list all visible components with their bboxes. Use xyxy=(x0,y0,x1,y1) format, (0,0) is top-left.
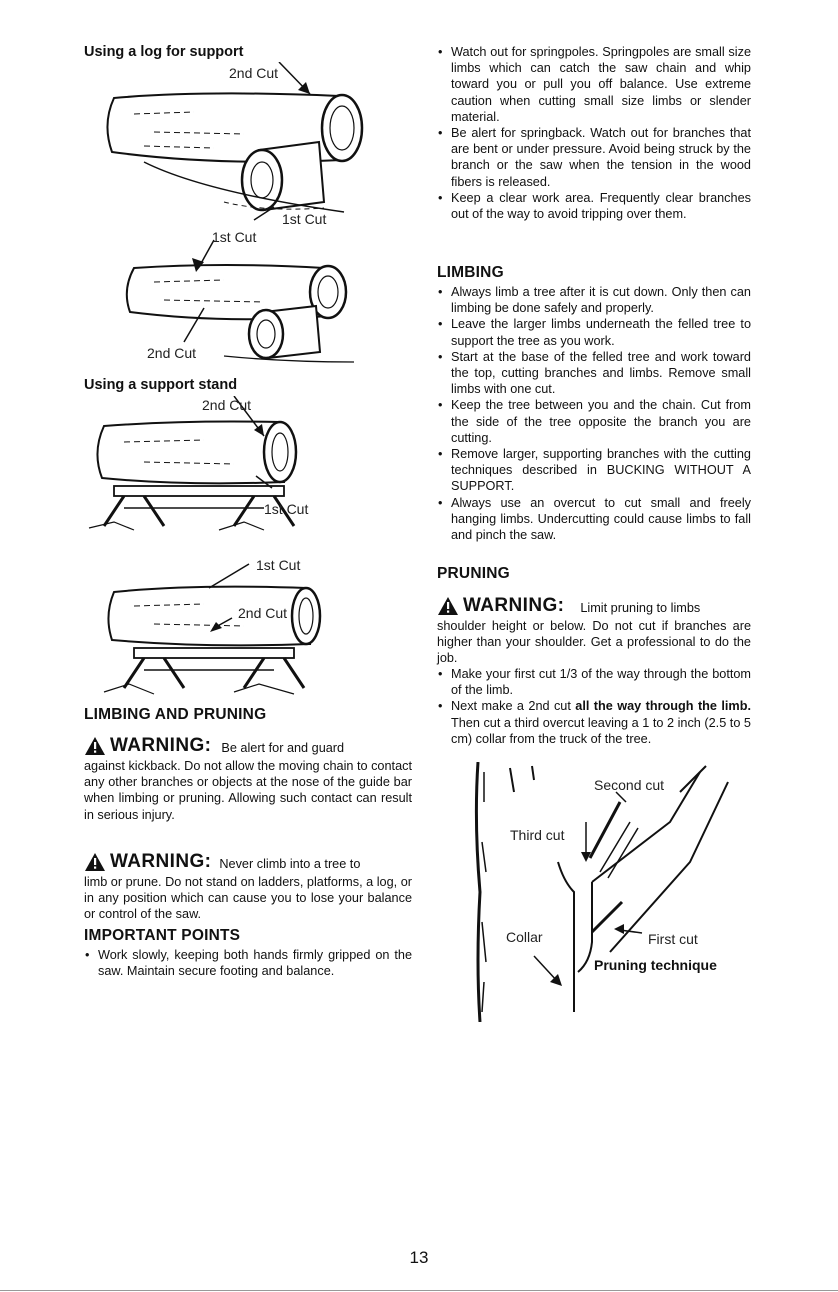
warning-2-body: limb or prune. Do not stand on ladders, platforms, a log, or in any position which can cause you to lose your balance or control of the saw. xyxy=(84,875,412,922)
list-item: • Work slowly, keeping both hands firmly gripped on the saw. Maintain secure footing and balance. xyxy=(84,947,412,979)
warning-1-header xyxy=(84,736,412,756)
list-item: • Leave the larger limbs underneath the felled tree to support the tree as you work. xyxy=(437,316,751,348)
log-support-heading: Using a log for support xyxy=(84,44,244,60)
warning-3-word: WARNING: xyxy=(463,595,565,616)
pruning-step2-text: Next make a 2nd cut xyxy=(451,699,571,714)
warning-triangle-icon xyxy=(84,852,106,872)
list-item: • Always limb a tree after it is cut down. Only then can limbing be done safely and properly. xyxy=(437,284,751,316)
log-support-top-illustration xyxy=(107,62,362,227)
warning-triangle-icon xyxy=(84,736,106,756)
warning-2-header xyxy=(84,852,412,872)
list-item xyxy=(437,698,751,747)
pruning-collar-label: Collar xyxy=(506,929,543,945)
important-points-title: IMPORTANT POINTS xyxy=(84,927,241,944)
warning-3-lead: Limit pruning to limbs xyxy=(580,601,701,615)
support-stand-bottom-illustration xyxy=(104,557,320,694)
important-points-list-right xyxy=(437,44,751,222)
important-points-list-left xyxy=(84,947,412,979)
log-top-cut1-label: 1st Cut xyxy=(282,211,327,227)
support-stand-figure xyxy=(84,396,384,706)
limbing-list xyxy=(437,284,751,543)
pruning-technique-figure xyxy=(470,762,750,1022)
list-item: • Always use an overcut to cut small and freely hanging limbs. Undercutting could cause limbs to fall and pinch the saw. xyxy=(437,495,751,544)
support-stand-top-illustration xyxy=(89,396,308,530)
list-item: • Keep the tree between you and the chain. Cut from the side of the tree opposite the branch you are cutting. xyxy=(437,397,751,446)
log-support-bottom-illustration xyxy=(127,229,354,362)
page-edge-line xyxy=(0,1290,838,1291)
page-number: 13 xyxy=(409,1248,429,1267)
warning-1-body: against kickback. Do not allow the moving chain to contact any other branches or objects at the nose of the guide bar when limbing or pruning. Allowing such contact can result in serious injury. xyxy=(84,759,412,822)
list-item: • Make your first cut 1/3 of the way through the bottom of the limb. xyxy=(437,666,751,698)
stand-top-cut2-label: 2nd Cut xyxy=(202,397,252,413)
pruning-second-cut-label: Second cut xyxy=(594,777,665,793)
log-bottom-cut1-label: 1st Cut xyxy=(212,229,257,245)
list-item: • Keep a clear work area. Frequently clear branches out of the way to avoid tripping over them. xyxy=(437,190,751,222)
pruning-title: PRUNING xyxy=(437,565,510,582)
stand-bottom-cut1-label: 1st Cut xyxy=(256,557,301,573)
pruning-list xyxy=(437,666,751,747)
log-top-cut2-label: 2nd Cut xyxy=(229,65,279,81)
stand-top-cut1-label: 1st Cut xyxy=(264,501,309,517)
warning-2-lead: Never climb into a tree to xyxy=(219,857,361,871)
pruning-step2-rest: Then cut a third overcut leaving a 1 to 2 inch (2.5 to 5 cm) collar from the truck of the tree. xyxy=(451,715,751,746)
pruning-first-cut-label: First cut xyxy=(648,931,698,947)
list-item: • Watch out for springpoles. Springpoles are small size limbs which can catch the saw chain and whip toward you or pull you off balance. Use extreme caution when cutting small size limbs or slender material. xyxy=(437,44,751,125)
warning-3-header xyxy=(437,596,751,616)
pruning-step2-emphasis: all the way through the limb. xyxy=(575,699,751,714)
log-support-figure xyxy=(84,62,384,372)
warning-2-word: WARNING: xyxy=(110,851,212,872)
warning-3-body: shoulder height or below. Do not cut if branches are higher than your shoulder. Get a professional to do the job. xyxy=(437,619,751,666)
pruning-third-cut-label: Third cut xyxy=(510,827,565,843)
stand-bottom-cut2-label: 2nd Cut xyxy=(238,605,288,621)
list-item: • Be alert for springback. Watch out for branches that are bent or under pressure. Avoid being struck by the branch or the saw when the tension in the wood fibers is released. xyxy=(437,125,751,190)
support-stand-heading: Using a support stand xyxy=(84,377,238,393)
warning-1-word: WARNING: xyxy=(110,735,212,756)
warning-1-lead: Be alert for and guard xyxy=(221,741,345,755)
list-item: • Remove larger, supporting branches with the cutting techniques described in BUCKING WITHOUT A SUPPORT. xyxy=(437,446,751,495)
warning-triangle-icon xyxy=(437,596,459,616)
log-bottom-cut2-label: 2nd Cut xyxy=(147,345,197,361)
limbing-title: LIMBING xyxy=(437,264,504,281)
limbing-pruning-title: LIMBING AND PRUNING xyxy=(84,706,267,723)
pruning-caption: Pruning technique xyxy=(594,957,717,973)
list-item: • Start at the base of the felled tree and work toward the top, cutting branches and limbs. Remove small limbs with one cut. xyxy=(437,349,751,398)
